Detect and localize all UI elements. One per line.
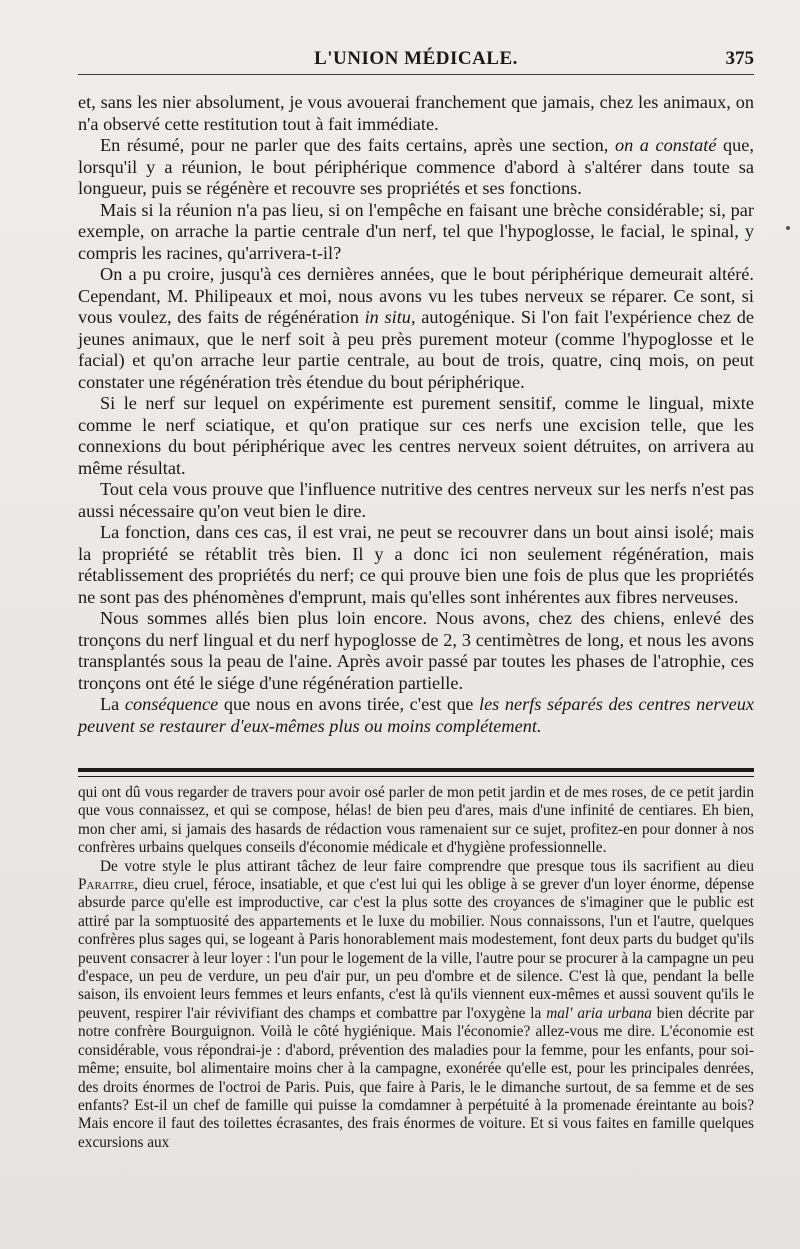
paragraph: qui ont dû vous regarder de travers pour avoir osé parler de mon petit jardin et de mes roses, de ce petit jardin que vous connaissez, et qui se compose, hélas! de bien peu d'ares, mais d'une infinité de centiares. Eh bien, mon cher ami, si jamais des hasards de rédaction vous ramenaient sur ce sujet, profitez-en pour donner à nos confrères urbains quelques conseils d'économie médicale et d'hygiène professionnelle. xyxy=(78,784,754,857)
paragraph: En résumé, pour ne parler que des faits certains, après une section, on a constaté que, lorsqu'il y a réunion, le bout périphérique commence d'abord à s'altérer dans toute sa longueur, puis se régénère et recouvre ses propriétés et ses fonctions. xyxy=(78,135,754,198)
paragraph: La conséquence que nous en avons tirée, c'est que les nerfs séparés des centres nerveux peuvent se restaurer d'eux-mêmes plus ou moins complétement. xyxy=(78,694,754,736)
paragraph: Si le nerf sur lequel on expérimente est purement sensitif, comme le lingual, mixte comme le nerf sciatique, et qu'on pratique sur ces nerfs une excision telle, que les connexions du bout périphérique avec les centres nerveux soient détruites, on arrivera au même résultat. xyxy=(78,393,754,478)
running-title: L'UNION MÉDICALE. xyxy=(314,48,518,69)
main-text xyxy=(78,92,754,737)
page-number: 375 xyxy=(725,48,754,69)
paragraph: Tout cela vous prouve que l'influence nutritive des centres nerveux sur les nerfs n'est pas aussi nécessaire qu'on veut bien le dire. xyxy=(78,479,754,521)
paragraph: La fonction, dans ces cas, il est vrai, ne peut se recouvrer dans un bout ainsi isolé; mais la propriété se rétablit très bien. Il y a donc ici non seulement régénération, mais rétablissement des propriétés du nerf; ce qui prouve bien une fois de plus que les propriétés ne sont pas des phénomènes d'emprunt, mais qu'elles sont inhérentes aux fibres nerveuses. xyxy=(78,522,754,607)
paragraph: On a pu croire, jusqu'à ces dernières années, que le bout périphérique demeurait altéré. Cependant, M. Philipeaux et moi, nous avons vu les tubes nerveux se réparer. Ce sont, si vous voulez, des faits de régénération in situ, autogénique. Si l'on fait l'expérience chez de jeunes animaux, que le nerf soit à peu près purement moteur (comme l'hypoglosse et le facial) et qu'on arrache leur partie centrale, au bout de trois, quatre, cinq mois, on peut constater une régénération très étendue du bout périphérique. xyxy=(78,264,754,392)
margin-mark xyxy=(786,226,790,230)
paragraph: Nous sommes allés bien plus loin encore. Nous avons, chez des chiens, enlevé des tronçons du nerf lingual et du nerf hypoglosse de 2, 3 centimètres de long, et nous les avons transplantés sous la peau de l'aine. Après avoir passé par toutes les phases de l'atrophie, ces tronçons ont été le siége d'une régénération partielle. xyxy=(78,608,754,693)
paragraph: et, sans les nier absolument, je vous avouerai franchement que jamais, chez les animaux, on n'a observé cette restitution tout à fait immédiate. xyxy=(78,92,754,134)
feuilleton-divider xyxy=(78,768,754,777)
paragraph: Mais si la réunion n'a pas lieu, si on l'empêche en faisant une brèche considérable; si, par exemple, on arrache la partie centrale d'un nerf, tel que l'hypoglosse, le facial, le spinal, y compris les racines, qu'arrivera-t-il? xyxy=(78,199,754,263)
feuilleton-text xyxy=(78,784,754,1152)
paragraph: De votre style le plus attirant tâchez de leur faire comprendre que presque tous ils sacrifient au dieu Paraitre, dieu cruel, féroce, insatiable, et que c'est lui qui les oblige à se grever d'un loyer énorme, dépense absurde parce qu'elle est improductive, car c'est la plus sotte des croyances de s'imaginer que le public est attiré par la somptuosité des appartements et le luxe du mobilier. Nous connaissons, l'un et l'autre, quelques confrères plus sages qui, se logeant à Paris honorablement mais modestement, font deux parts du budget qu'ils peuvent consacrer à leur loyer : l'un pour le logement de la ville, l'autre pour se procurer à la campagne un peu d'espace, un peu de verdure, un peu d'air pur, un peu d'ombre et de silence. C'est là que, pendant la belle saison, ils envoient leurs femmes et leurs enfants, c'est là qu'ils viennent eux-mêmes et aussi souvent qu'ils le peuvent, respirer l'air révivifiant des champs et combattre par l'oxygène la mal' aria urbana bien décrite par notre confrère Bourguignon. Voilà le côté hygiénique. Mais l'économie? allez-vous me dire. L'économie est considérable, vous répondrai-je : d'abord, prévention des maladies pour la femme, pour les enfants, pour soi-même; ensuite, bol alimentaire moins cher à la campagne, exonérée qu'elle est, pour les principales denrées, des droits énormes de l'octroi de Paris. Puis, que faire à Paris, le le dimanche surtout, de sa femme et de ses enfants? Est-il un chef de famille qui puisse la comdamner à perpétuité à la promenade éreintante au bois? Mais encore il faut des toilettes écrasantes, des frais énormes de voiture. Et si vous faites en famille quelques excursions aux xyxy=(78,857,755,1151)
page-header xyxy=(78,44,754,75)
